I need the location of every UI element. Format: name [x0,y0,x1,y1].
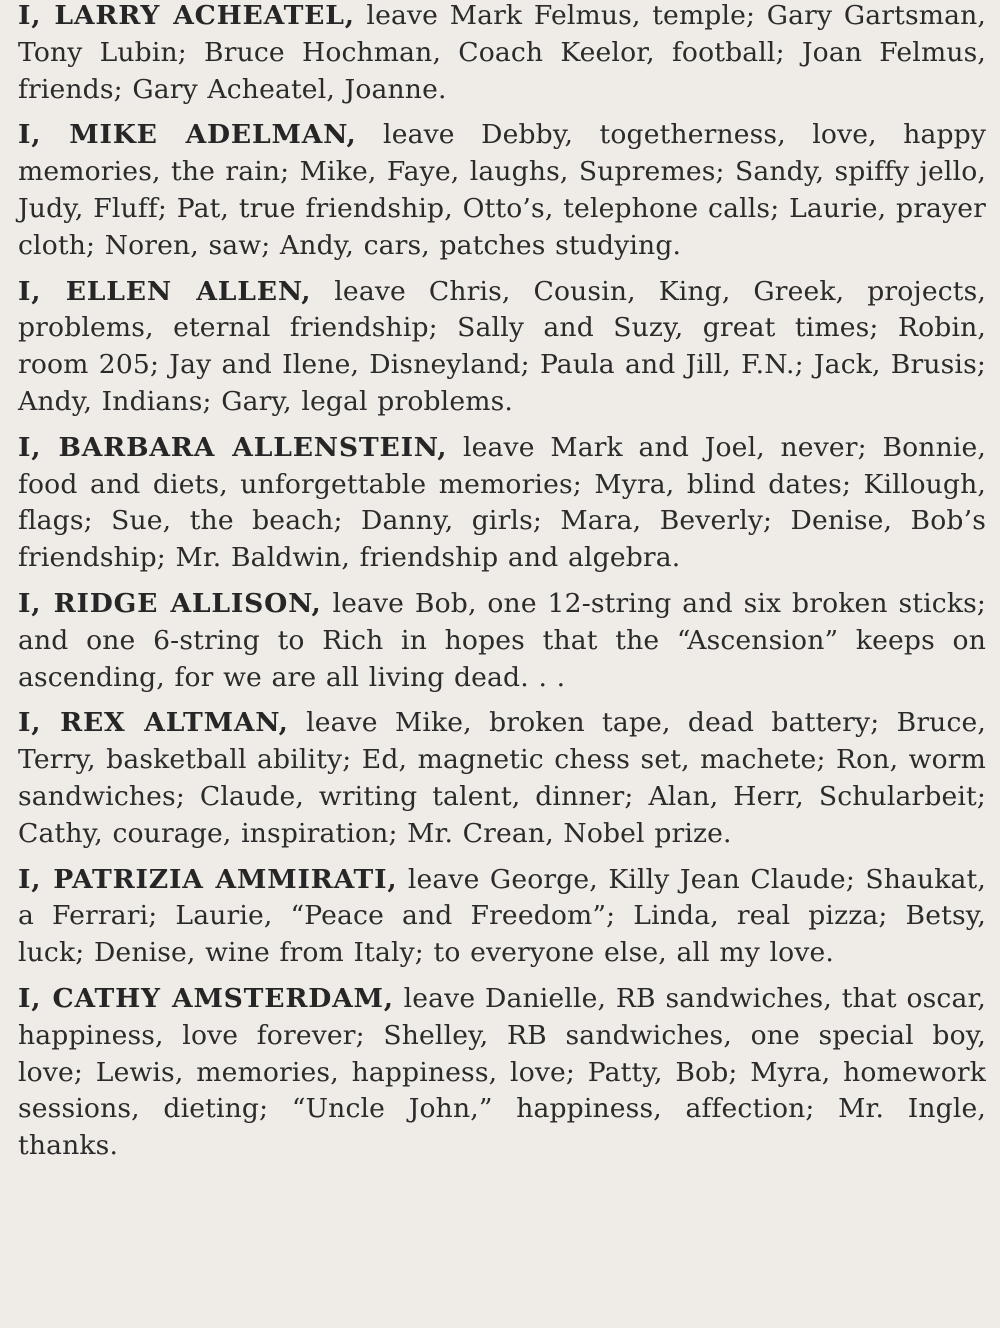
will-entry-cathy-amsterdam [18,981,986,1165]
will-entry-patrizia-ammirati [18,862,986,972]
entry-text: leave Mark and Joel, never; Bonnie, food and diets, unforgettable memories; Myra, blind dates; Killough, flags; Sue, the beach; Danny, girls; Mara, Beverly; Denise, Bob’s friendship; Mr. Baldwin, friendship and algebra. [18,431,986,574]
will-entry-larry-acheatel [18,0,986,108]
entry-name: I, PATRIZIA AMMIRATI, [18,863,398,895]
entry-text: leave Debby, togetherness, love, happy memories, the rain; Mike, Faye, laughs, Supremes; Sandy, spiffy jello, Judy, Fluff; Pat, true friendship, Otto’s, telephone calls; Laurie, prayer cloth; Noren, saw; Andy, cars, patches studying. [18,119,986,261]
will-entry-ridge-allison [18,586,986,696]
entry-name: I, LARRY ACHEATEL, [18,0,355,31]
entry-text: leave Chris, Cousin, King, Greek, projects, problems, eternal friendship; Sally and Suzy, great times; Robin, room 205; Jay and Ilene, Disneyland; Paula and Jill, F.N.; Jack, Brusis; Andy, Indians; Gary, legal problems. [18,275,986,417]
entry-name: I, REX ALTMAN, [18,707,289,739]
entry-name: I, MIKE ADELMAN, [18,119,357,151]
entry-name: I, RIDGE ALLISON, [18,587,322,619]
entry-name: I, ELLEN ALLEN, [18,275,312,307]
entry-text: leave George, Killy Jean Claude; Shaukat, a Ferrari; Laurie, “Peace and Freedom”; Linda, real pizza; Betsy, luck; Denise, wine from Italy; to everyone else, all my love. [18,863,986,969]
entry-text: leave Danielle, RB sandwiches, that oscar, happiness, love forever; Shelley, RB sandwiches, one special boy, love; Lewis, memories, happiness, love; Patty, Bob; Myra, homework sessions, dieting; “Uncle John,” happiness, affection; Mr. Ingle, thanks. [18,982,986,1162]
will-entry-rex-altman [18,705,986,852]
entry-text: leave Mark Felmus, temple; Gary Gartsman, Tony Lubin; Bruce Hochman, Coach Keelor, football; Joan Felmus, friends; Gary Acheatel, Joanne. [18,0,987,105]
entry-text: leave Mike, broken tape, dead battery; Bruce, Terry, basketball ability; Ed, magnetic chess set, machete; Ron, worm sandwiches; Claude, writing talent, dinner; Alan, Herr, Schularbeit; Cathy, courage, inspiration; Mr. Crean, Nobel prize. [18,707,986,849]
will-entry-ellen-allen [18,274,986,421]
entry-name: I, CATHY AMSTERDAM, [18,982,394,1014]
will-entry-barbara-allenstein [18,430,986,577]
will-entry-mike-adelman [18,117,986,264]
entry-text: leave Bob, one 12-string and six broken sticks; and one 6-string to Rich in hopes that the “Ascension” keeps on ascending, for we are all living dead. . . [18,587,987,693]
entry-name: I, BARBARA ALLENSTEIN, [18,431,448,463]
